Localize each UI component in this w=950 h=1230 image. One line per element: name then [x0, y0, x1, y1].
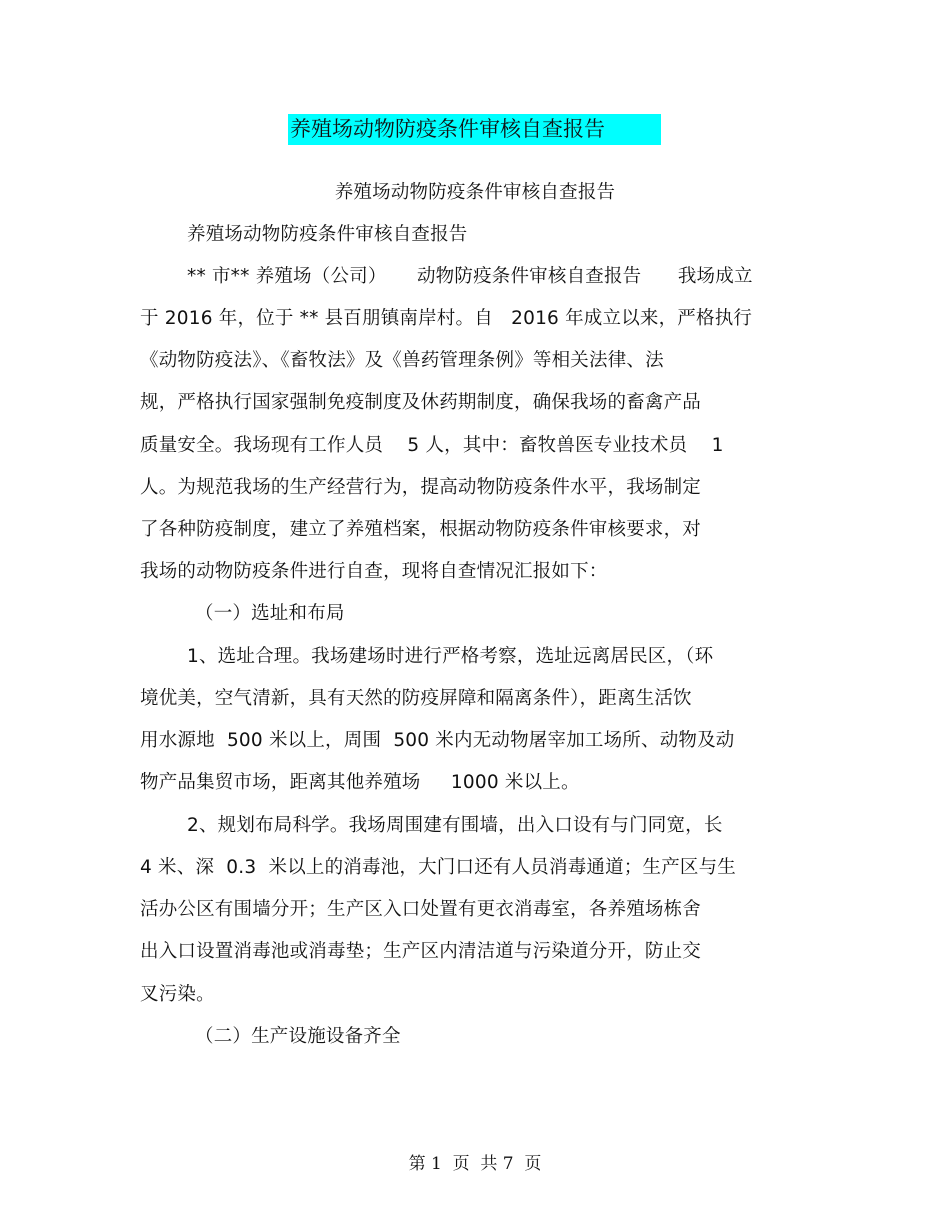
- paragraph-line: 人。为规范我场的生产经营行为，提高动物防疫条件水平，我场制定: [140, 477, 702, 498]
- document-subtitle: 养殖场动物防疫条件审核自查报告: [334, 182, 616, 203]
- paragraph-line: 于 2016 年，位于 ** 县百朋镇南岸村。自 2016 年成立以来，严格执行: [140, 308, 753, 329]
- section-heading-facilities: （二）生产设施设备齐全: [195, 1026, 401, 1047]
- paragraph-line: 出入口设置消毒池或消毒垫；生产区内清洁道与污染道分开，防止交: [140, 941, 702, 962]
- paragraph-line: 叉污染。: [140, 984, 215, 1005]
- paragraph-line: 境优美，空气清新，具有天然的防疫屏障和隔离条件），距离生活饮: [140, 688, 692, 709]
- paragraph-line: 2、规划布局科学。我场周围建有围墙，出入口设有与门同宽，长: [187, 815, 723, 836]
- paragraph-line: 物产品集贸市场，距离其他养殖场 1000 米以上。: [140, 772, 580, 793]
- paragraph-line: 了各种防疫制度，建立了养殖档案，根据动物防疫条件审核要求，对: [140, 519, 702, 540]
- paragraph-line: 质量安全。我场现有工作人员 5 人，其中：畜牧兽医专业技术员 1: [140, 435, 724, 456]
- paragraph-line: 1、选址合理。我场建场时进行严格考察，选址远离居民区，（环: [187, 646, 714, 667]
- section-heading-site-layout: （一）选址和布局: [195, 603, 345, 624]
- paragraph-line: 《动物防疫法》、《畜牧法》及《兽药管理条例》等相关法律、法: [140, 350, 664, 371]
- paragraph-line: 用水源地 500 米以上，周围 500 米内无动物屠宰加工场所、动物及动: [140, 730, 735, 751]
- paragraph-line: ** 市** 养殖场（公司） 动物防疫条件审核自查报告 我场成立: [187, 266, 753, 287]
- page-footer: 第 1 页 共 7 页: [408, 1154, 542, 1174]
- paragraph-line: 我场的动物防疫条件进行自查，现将自查情况汇报如下：: [140, 561, 608, 582]
- paragraph-line: 4 米、深 0.3 米以上的消毒池，大门口还有人员消毒通道；生产区与生: [140, 857, 736, 878]
- document-title-highlighted: 养殖场动物防疫条件审核自查报告: [288, 114, 661, 145]
- document-heading: 养殖场动物防疫条件审核自查报告: [187, 224, 468, 245]
- paragraph-line: 规，严格执行国家强制免疫制度及休药期制度，确保我场的畜禽产品: [140, 392, 702, 413]
- paragraph-line: 活办公区有围墙分开；生产区入口处置有更衣消毒室，各养殖场栋舍: [140, 899, 702, 920]
